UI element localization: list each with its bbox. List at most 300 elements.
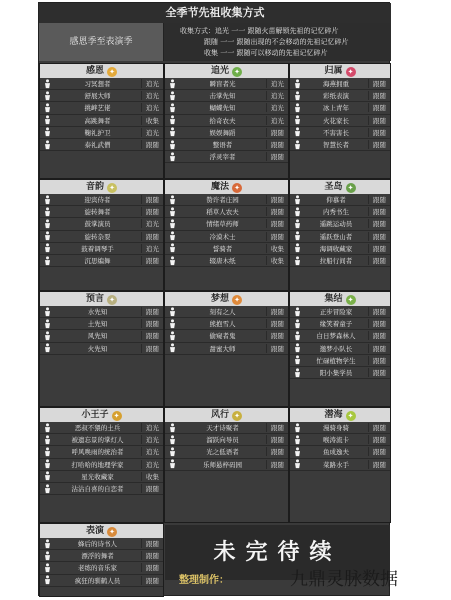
- collection-method: 追光: [141, 79, 163, 88]
- spirit-row: [40, 255, 163, 267]
- spirit-row: [40, 550, 163, 562]
- section-header: [40, 292, 163, 306]
- section-title: 集结: [324, 294, 343, 304]
- spirit-row: [165, 343, 288, 355]
- spirit-name: 老练的音乐家: [78, 564, 117, 573]
- collection-method: 跟随: [368, 232, 390, 241]
- collection-method: 跟随: [266, 128, 288, 137]
- spirit-name: 鼓掌演员: [84, 220, 111, 229]
- collection-method: 跟随: [141, 256, 163, 265]
- spirit-pose-icon: [290, 90, 304, 101]
- spirit-row: [165, 127, 288, 139]
- section-lightseekers: [164, 63, 289, 179]
- spirit-pose-icon: [40, 343, 54, 354]
- spirit-row: [165, 102, 288, 114]
- collection-method: 跟随: [141, 539, 163, 548]
- spirit-pose-icon: [290, 231, 304, 242]
- section-header: [165, 292, 288, 306]
- spirit-name: 鼓着调琴手: [81, 244, 114, 253]
- spirit-row: [40, 575, 163, 587]
- spirit-row: [290, 355, 390, 367]
- spirit-name: 阳小集学员: [319, 369, 353, 378]
- section-little-prince: [39, 407, 164, 523]
- section-sanctuary: [289, 179, 391, 291]
- spirit-name: 溜跃向导员: [206, 436, 239, 445]
- collection-method: 跟随: [141, 484, 163, 493]
- spirit-row: [40, 127, 163, 139]
- spirit-row: [40, 115, 163, 127]
- collection-method: 跟随: [266, 460, 288, 469]
- spirit-name: 浮灵宰者: [209, 153, 236, 162]
- section-header: [165, 64, 288, 78]
- spirit-name: 赞许者庄园: [206, 196, 239, 205]
- spirit-pose-icon: [40, 90, 54, 101]
- collection-method: 跟随: [368, 79, 390, 88]
- spirit-name: 遥跳运动员: [319, 220, 353, 229]
- spirit-row: [290, 90, 390, 102]
- collection-method: 跟随: [368, 447, 390, 456]
- spirit-row: [290, 139, 390, 151]
- spirit-pose-icon: [40, 446, 54, 457]
- spirit-row: [40, 218, 163, 230]
- spirit-pose-icon: [165, 206, 179, 217]
- collection-method: 追光: [141, 219, 163, 228]
- spirit-row: [290, 255, 390, 267]
- spirit-name: 不害害长: [323, 128, 349, 137]
- spirit-row: [290, 459, 390, 471]
- spirit-row: [40, 102, 163, 114]
- collection-method: 追光: [141, 423, 163, 432]
- spirit-name: 熊抱雪人: [209, 320, 236, 329]
- spirit-pose-icon: [290, 115, 304, 126]
- spirit-pose-icon: [40, 231, 54, 242]
- collection-method: 跟随: [368, 103, 390, 112]
- spirit-name: 星光收藏家: [81, 472, 114, 481]
- spirit-name: 漂浮的舞者: [81, 552, 114, 561]
- collection-method: 跟随: [141, 576, 163, 585]
- spirit-name: 旋转舞者: [84, 208, 111, 217]
- collection-method: 追光: [141, 128, 163, 137]
- spirit-name: 情绪草药师: [206, 220, 239, 229]
- collection-method: 跟随: [368, 344, 390, 353]
- spirit-pose-icon: [40, 218, 54, 229]
- spirit-pose-icon: [40, 562, 54, 573]
- spirit-row: [40, 318, 163, 330]
- spirit-name: 挑衅艺佬: [84, 104, 111, 113]
- spirit-row: [40, 194, 163, 206]
- section-header: [40, 524, 163, 538]
- spirit-name: 智慧长者: [323, 141, 349, 150]
- collection-method: 跟随: [141, 195, 163, 204]
- season-emblem-icon: ✦: [107, 67, 117, 77]
- spirit-pose-icon: [165, 343, 179, 354]
- spirit-row: [290, 434, 390, 446]
- spirit-name: 迎宾侍者: [84, 196, 111, 205]
- spirit-pose-icon: [40, 318, 54, 329]
- collection-method: 跟随: [368, 460, 390, 469]
- spirit-name: 冷漠术士: [209, 232, 236, 241]
- spirit-row: [165, 446, 288, 458]
- spirit-row: [40, 422, 163, 434]
- collection-method: 跟随: [141, 344, 163, 353]
- spirit-name: 缘笑着童子: [319, 320, 353, 329]
- spirit-pose-icon: [165, 90, 179, 101]
- sheet-title: 全季节先祖收集方式: [39, 3, 391, 23]
- spirit-row: [165, 218, 288, 230]
- collection-method: 跟随: [368, 116, 390, 125]
- spirit-row: [165, 422, 288, 434]
- spirit-row: [40, 306, 163, 318]
- spirit-name: 呼风唤雨的统治者: [71, 448, 124, 457]
- spirit-name: 光之低语者: [206, 448, 239, 457]
- section-performance: [39, 523, 164, 597]
- collection-sheet: [38, 2, 390, 596]
- collection-method: 跟随: [368, 91, 390, 100]
- section-header: [290, 64, 390, 78]
- spirit-pose-icon: [165, 102, 179, 113]
- spirit-pose-icon: [40, 471, 54, 482]
- spirit-pose-icon: [40, 255, 54, 266]
- spirit-pose-icon: [40, 459, 54, 470]
- spirit-pose-icon: [290, 78, 304, 89]
- spirit-row: [40, 446, 163, 458]
- spirit-name: 土先知: [87, 320, 108, 329]
- section-enchantment: [164, 179, 289, 291]
- collection-method: 跟随: [368, 219, 390, 228]
- spirit-pose-icon: [290, 255, 304, 266]
- spirit-name: 喉涛流卡: [323, 436, 349, 445]
- collection-method: 跟随: [141, 563, 163, 572]
- collection-method: 跟随: [368, 207, 390, 216]
- season-emblem-icon: ✦: [346, 183, 356, 193]
- spirit-row: [290, 330, 390, 342]
- spirit-name: 泰礼武僧: [84, 141, 111, 150]
- spirit-name: 舒展大师: [84, 92, 111, 101]
- collection-method: 跟随: [266, 140, 288, 149]
- section-title: 归属: [324, 66, 343, 76]
- section-title: 感恩: [85, 66, 104, 76]
- spirit-name: 邀梦小队长: [319, 344, 353, 353]
- spirit-row: [40, 483, 163, 495]
- legend-line: 收集方式：追光 一一 跟随火苗解锁先祖的记忆碎片: [180, 27, 339, 35]
- collection-method: 跟随: [368, 140, 390, 149]
- spirit-pose-icon: [165, 151, 179, 162]
- spirit-row: [40, 243, 163, 255]
- spirit-row: [40, 562, 163, 574]
- collection-method: 追光: [266, 91, 288, 100]
- collection-method: 收集: [141, 116, 163, 125]
- spirit-name: 打哈哈的地理学家: [71, 460, 124, 469]
- season-emblem-icon: ✦: [112, 411, 122, 421]
- spirit-row: [290, 243, 390, 255]
- collection-method: 跟随: [368, 319, 390, 328]
- collection-method: 收集: [141, 472, 163, 481]
- collection-method: 跟随: [368, 368, 390, 377]
- section-header: [290, 180, 390, 194]
- spirit-pose-icon: [290, 434, 304, 445]
- spirit-pose-icon: [290, 102, 304, 113]
- spirit-pose-icon: [290, 306, 304, 317]
- spirit-pose-icon: [40, 434, 54, 445]
- spirit-row: [40, 231, 163, 243]
- spirit-pose-icon: [165, 78, 179, 89]
- spirit-row: [290, 78, 390, 90]
- collection-method: 跟随: [266, 447, 288, 456]
- collection-method: 跟随: [141, 207, 163, 216]
- spirit-name: 偷窥者鬼: [209, 332, 236, 341]
- spirit-row: [290, 422, 390, 434]
- spirit-row: [290, 306, 390, 318]
- spirit-name: 瞬盲者光: [209, 80, 236, 89]
- spirit-name: 仰慕者: [326, 196, 346, 205]
- spirit-name: 被遗忘景的掌灯人: [71, 436, 124, 445]
- section-title: 追光: [210, 66, 229, 76]
- spirit-row: [290, 343, 390, 355]
- spirit-pose-icon: [40, 102, 54, 113]
- spirit-pose-icon: [40, 483, 54, 494]
- spirit-pose-icon: [165, 231, 179, 242]
- spirit-row: [40, 78, 163, 90]
- spirit-row: [290, 194, 390, 206]
- section-dreams: [164, 291, 289, 407]
- collection-method: 追光: [141, 103, 163, 112]
- collection-method: 跟随: [368, 128, 390, 137]
- collection-method: 跟随: [266, 195, 288, 204]
- spirit-pose-icon: [40, 78, 54, 89]
- legend-line: 收集 一一 跟随可以移动的先祖记忆碎片: [204, 49, 328, 57]
- spirit-pose-icon: [165, 255, 179, 266]
- section-abyss: [289, 407, 391, 523]
- spirit-row: [165, 90, 288, 102]
- to-be-continued-banner: 未完待续: [165, 525, 390, 580]
- spirit-row: [290, 367, 390, 379]
- spirit-name: 疯狂的驯鹤人员: [74, 576, 121, 585]
- spirit-pose-icon: [165, 306, 179, 317]
- spirit-row: [165, 115, 288, 127]
- spirit-row: [290, 115, 390, 127]
- spirit-name: 甜蜜大师: [209, 344, 236, 353]
- spirit-name: 菜路水手: [323, 460, 349, 469]
- spirit-pose-icon: [290, 459, 304, 470]
- spirit-name: 旋转杂耍: [84, 232, 111, 241]
- spirit-row: [290, 127, 390, 139]
- spirit-pose-icon: [290, 194, 304, 205]
- season-emblem-icon: ✦: [346, 295, 356, 305]
- spirit-row: [290, 206, 390, 218]
- spirit-name: 蜂后的诗书人: [78, 540, 117, 549]
- spirit-name: 辍唐木纸: [209, 257, 236, 266]
- spirit-row: [165, 306, 288, 318]
- collection-method: 跟随: [368, 435, 390, 444]
- spirit-pose-icon: [290, 318, 304, 329]
- spirit-pose-icon: [165, 194, 179, 205]
- spirit-name: 高跳舞者: [84, 116, 111, 125]
- spirit-pose-icon: [290, 446, 304, 457]
- spirit-pose-icon: [290, 422, 304, 433]
- spirit-name: 沾沾自喜的自恋者: [71, 485, 124, 494]
- spirit-name: 海燕拥重: [323, 80, 349, 89]
- section-title: 风行: [210, 410, 229, 420]
- spirit-pose-icon: [290, 218, 304, 229]
- spirit-row: [165, 330, 288, 342]
- season-range-label: 感恩季至表演季: [39, 23, 164, 61]
- spirit-row: [40, 139, 163, 151]
- collection-method: 追光: [141, 435, 163, 444]
- section-header: [40, 180, 163, 194]
- spirit-pose-icon: [290, 139, 304, 150]
- section-title: 小王子: [81, 410, 109, 420]
- spirit-name: 乐师悬梓码园: [203, 460, 242, 469]
- spirit-pose-icon: [165, 127, 179, 138]
- spirit-pose-icon: [290, 243, 304, 254]
- collection-method: 收集: [266, 244, 288, 253]
- collection-method: 跟随: [368, 195, 390, 204]
- collection-method: 跟随: [368, 307, 390, 316]
- spirit-pose-icon: [40, 550, 54, 561]
- spirit-name: 忙碌植物学生: [316, 356, 356, 365]
- spirit-row: [40, 459, 163, 471]
- maker-label: 整理制作：: [179, 575, 229, 586]
- collection-method: 跟随: [141, 331, 163, 340]
- spirit-pose-icon: [165, 434, 179, 445]
- collection-method: 追光: [266, 103, 288, 112]
- spirit-name: 漫骑身骑: [323, 424, 349, 433]
- season-emblem-icon: ✦: [232, 183, 242, 193]
- spirit-row: [40, 330, 163, 342]
- collection-method: 追光: [141, 447, 163, 456]
- spirit-row: [290, 231, 390, 243]
- section-assembly: [289, 291, 391, 407]
- spirit-name: 内秀书生: [323, 208, 349, 217]
- spirit-name: 蝴蝶先知: [209, 104, 236, 113]
- spirit-row: [165, 459, 288, 471]
- season-emblem-icon: ✦: [107, 527, 117, 537]
- spirit-pose-icon: [290, 127, 304, 138]
- legend-line: 跟随 一一 跟随出现的不会移动的先祖记忆碎片: [204, 38, 349, 46]
- collection-method: 跟随: [266, 423, 288, 432]
- spirit-row: [290, 218, 390, 230]
- spirit-name: 击掌先知: [209, 92, 236, 101]
- section-header: [40, 64, 163, 78]
- spirit-pose-icon: [40, 422, 54, 433]
- spirit-pose-icon: [165, 139, 179, 150]
- season-emblem-icon: ✦: [232, 411, 242, 421]
- spirit-pose-icon: [40, 306, 54, 317]
- spirit-name: 风先知: [87, 332, 108, 341]
- spirit-pose-icon: [290, 206, 304, 217]
- season-emblem-icon: ✦: [107, 295, 117, 305]
- spirit-row: [165, 231, 288, 243]
- spirit-name: 水先知: [87, 308, 108, 317]
- season-emblem-icon: ✦: [346, 67, 356, 77]
- spirit-name: 火先知: [87, 344, 108, 353]
- spirit-row: [165, 194, 288, 206]
- collection-method: 追光: [141, 460, 163, 469]
- collection-method: 跟随: [266, 219, 288, 228]
- collection-method: 跟随: [266, 307, 288, 316]
- spirit-name: 正步冒险家: [319, 308, 353, 317]
- spirit-pose-icon: [40, 206, 54, 217]
- section-flight: [164, 407, 289, 523]
- collection-method: 跟随: [266, 152, 288, 161]
- spirit-name: 天才诗聚者: [206, 424, 239, 433]
- collection-method: 跟随: [266, 232, 288, 241]
- spirit-pose-icon: [165, 459, 179, 470]
- spirit-name: 彩纸表演: [323, 92, 349, 101]
- collection-method: 跟随: [266, 344, 288, 353]
- spirit-row: [40, 90, 163, 102]
- season-emblem-icon: ✦: [232, 67, 242, 77]
- spirit-pose-icon: [165, 330, 179, 341]
- spirit-row: [165, 318, 288, 330]
- spirit-name: 习冥想者: [84, 80, 111, 89]
- collection-method: 跟随: [141, 307, 163, 316]
- spirit-pose-icon: [165, 422, 179, 433]
- spirit-name: 遥跃登山者: [319, 232, 353, 241]
- section-title: 圣岛: [324, 182, 343, 192]
- spirit-pose-icon: [40, 243, 54, 254]
- spirit-pose-icon: [290, 330, 304, 341]
- spirit-row: [40, 343, 163, 355]
- spirit-row: [40, 206, 163, 218]
- section-header: [165, 180, 288, 194]
- section-header: [40, 408, 163, 422]
- collection-method: 跟随: [141, 551, 163, 560]
- section-title: 魔法: [210, 182, 229, 192]
- spirit-row: [165, 434, 288, 446]
- collection-method: 追光: [141, 244, 163, 253]
- spirit-pose-icon: [290, 355, 304, 366]
- spirit-pose-icon: [40, 127, 54, 138]
- spirit-pose-icon: [165, 243, 179, 254]
- spirit-name: 娱娱舞蹈: [209, 128, 236, 137]
- section-title: 表演: [85, 526, 104, 536]
- spirit-pose-icon: [165, 218, 179, 229]
- spirit-name: 海调收藏家: [319, 244, 353, 253]
- collection-method-legend: [164, 23, 391, 61]
- section-title: 梦想: [210, 294, 229, 304]
- section-title: 预言: [85, 294, 104, 304]
- spirit-name: 沉思编舞: [84, 257, 111, 266]
- spirit-row: [290, 318, 390, 330]
- season-emblem-icon: ✦: [107, 183, 117, 193]
- section-gratitude: [39, 63, 164, 179]
- spirit-pose-icon: [290, 367, 304, 378]
- watermark-text: 九鼎灵脉数据: [290, 569, 398, 590]
- spirit-pose-icon: [40, 575, 54, 586]
- collection-method: 跟随: [266, 319, 288, 328]
- spirit-row: [165, 255, 288, 267]
- spirit-row: [40, 538, 163, 550]
- section-prophecy: [39, 291, 164, 407]
- section-title: 潜海: [324, 410, 343, 420]
- spirit-name: 誓骑者: [212, 244, 233, 253]
- spirit-pose-icon: [165, 115, 179, 126]
- section-belonging: [289, 63, 391, 179]
- spirit-row: [290, 102, 390, 114]
- collection-method: 跟随: [266, 435, 288, 444]
- spirit-name: 刻有之人: [209, 308, 236, 317]
- spirit-name: 恶叔不猥的土兵: [74, 424, 121, 433]
- spirit-name: 冰上青年: [323, 104, 349, 113]
- spirit-row: [165, 139, 288, 151]
- section-header: [290, 292, 390, 306]
- spirit-name: 拉船行间者: [319, 257, 353, 266]
- section-rhythm: [39, 179, 164, 291]
- spirit-name: 整语者: [212, 141, 233, 150]
- collection-method: 跟随: [141, 319, 163, 328]
- collection-method: 跟随: [266, 331, 288, 340]
